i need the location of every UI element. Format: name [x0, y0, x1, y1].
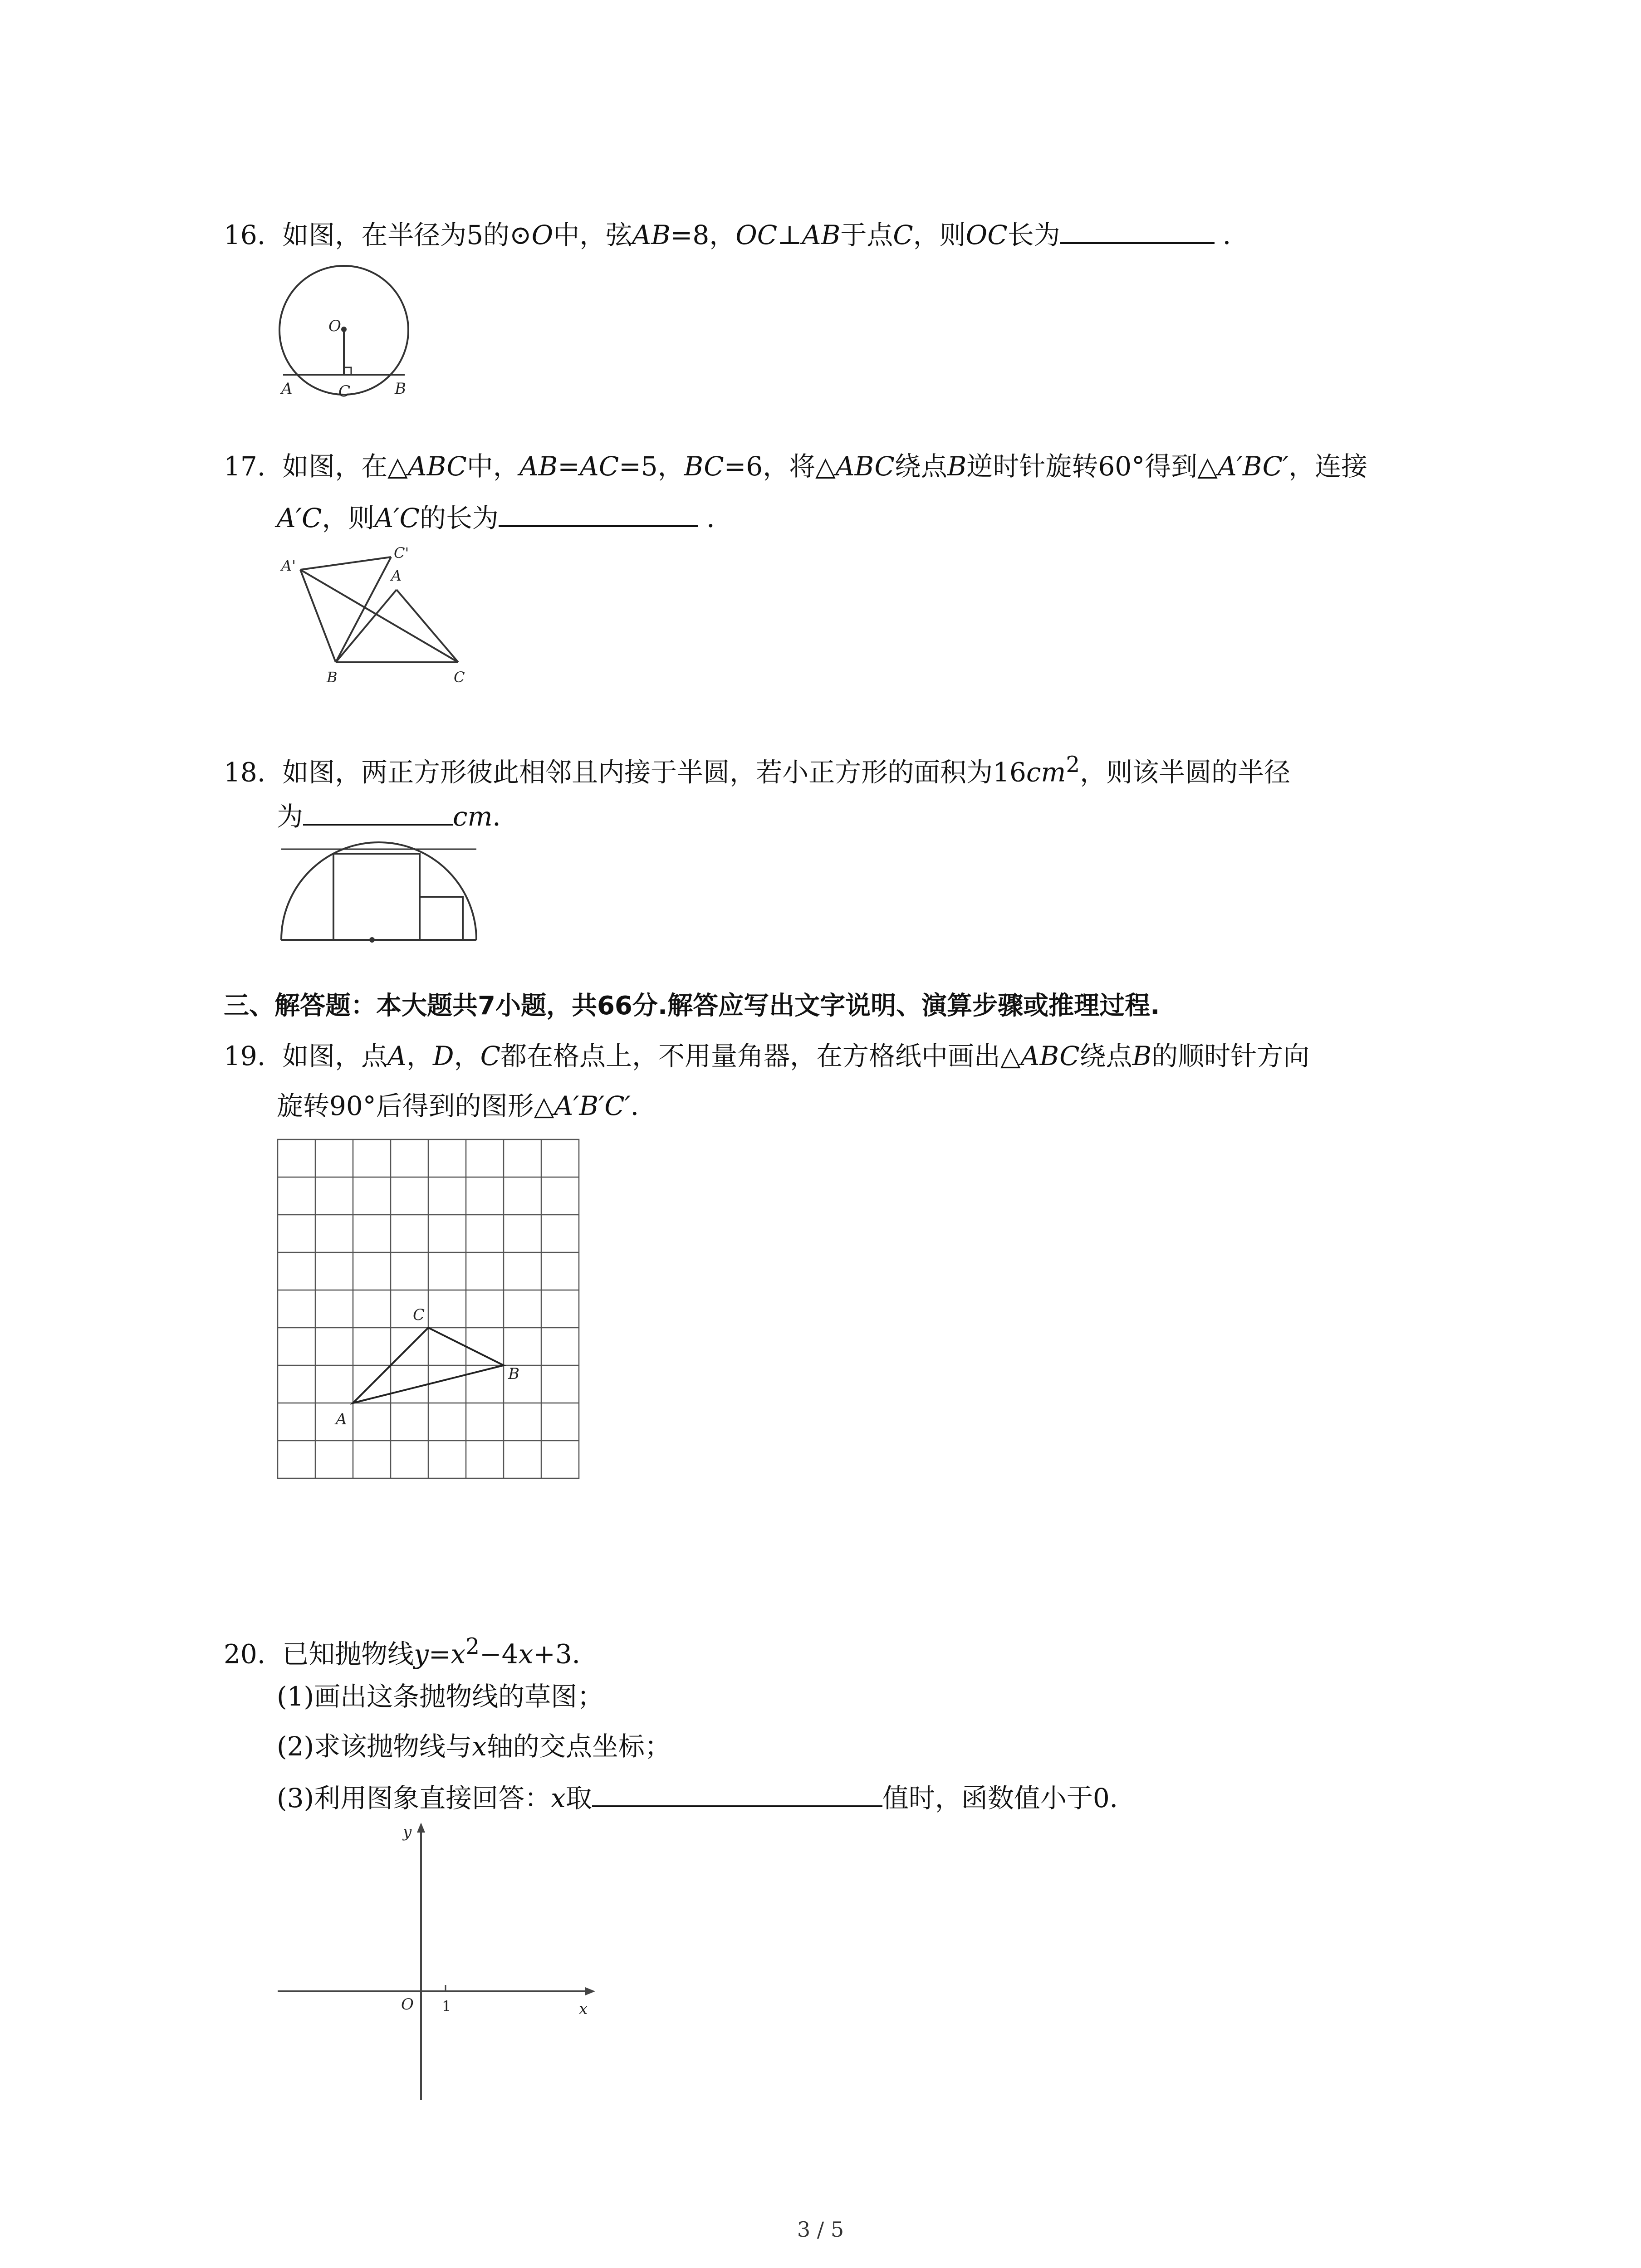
q18-large-square	[333, 854, 420, 940]
q16-label-b: B	[395, 380, 406, 398]
q17-label-a: A	[391, 567, 402, 584]
q19-label-c: C	[413, 1306, 425, 1324]
q18-line1: 18. 如图，两正方形彼此相邻且内接于半圆，若小正方形的面积为$16cm^2$，则该半圆的半径	[224, 752, 1291, 788]
q20-label-one: 1	[442, 1998, 451, 2015]
q18-semicircle	[281, 842, 476, 940]
q19-label-a: A	[336, 1410, 347, 1428]
q17-label-c: C	[454, 669, 465, 686]
section3-heading: 三、解答题：本大题共7小题，共66分.解答应写出文字说明、演算步骤或推理过程.	[224, 991, 1160, 1021]
q17-segment-ac	[397, 590, 458, 662]
q20-x-arrow	[585, 1987, 595, 1995]
q18-line2: 为 cm．	[277, 797, 519, 834]
q20-axes-figure	[272, 1814, 608, 2105]
q20-label-x: x	[579, 2000, 588, 2018]
q19-label-b: B	[508, 1365, 519, 1383]
q16-label-c: C	[338, 382, 351, 401]
q20-part1: (1)画出这条抛物线的草图；	[277, 1681, 604, 1712]
q16-right-angle-mark	[344, 367, 351, 375]
q17-segment-ba	[336, 590, 397, 662]
q16-label-a: A	[281, 380, 293, 398]
q17-line2: A′C，则A′C的长为 ．	[277, 499, 733, 535]
q18-center-dot	[369, 937, 375, 943]
q19-line2: 旋转90°后得到的图形△A′B′C′．	[277, 1090, 657, 1121]
q19-figure	[277, 1139, 585, 1483]
q17-label-c1: C'	[394, 544, 409, 562]
q20-part2: (2)求该抛物线与x轴的交点坐标；	[277, 1731, 671, 1762]
q17-segment-a1c1	[300, 557, 391, 570]
q16-center-dot	[341, 327, 347, 332]
q18-answer-blank[interactable]	[303, 797, 453, 826]
q20-label-y: y	[403, 1823, 412, 1841]
q17-segment-a1b	[300, 570, 336, 662]
q17-label-a1: A'	[281, 557, 296, 574]
q19-grid	[278, 1139, 579, 1478]
q17-label-b: B	[327, 669, 338, 686]
q17-figure	[272, 544, 481, 694]
q18-small-square	[420, 897, 463, 940]
q16-figure	[272, 262, 422, 403]
q20-answer-blank[interactable]	[592, 1779, 882, 1807]
q17-answer-blank[interactable]	[499, 499, 698, 527]
page-number: 3 / 5	[797, 2217, 844, 2242]
q16-label-o: O	[328, 317, 341, 335]
q16-line1: 16. 如图，在半径为5的⊙O中，弦AB=8，OC⊥AB于点C，则OC长为 ．	[224, 216, 1249, 252]
q20-line1: 20. 已知抛物线$y=x^2-4x+3$．	[224, 1634, 598, 1670]
q17-line1: 17. 如图，在△ABC中，AB=AC=5，BC=6，将△ABC绕点B逆时针旋转60°得到△A′BC′，连接	[224, 451, 1368, 482]
q20-y-arrow	[417, 1823, 425, 1833]
q16-answer-blank[interactable]	[1060, 216, 1215, 244]
q20-part3: (3)利用图象直接回答：x取 值时，函数值小于0．	[277, 1779, 1136, 1815]
q20-label-o: O	[401, 1995, 414, 2014]
q17-segment-bc1	[336, 557, 391, 662]
q18-figure	[272, 839, 481, 948]
q17-segment-a1c	[300, 570, 458, 662]
q19-line1: 19. 如图，点A，D，C都在格点上，不用量角器，在方格纸中画出△ABC绕点B的顺时针方向	[224, 1041, 1310, 1071]
